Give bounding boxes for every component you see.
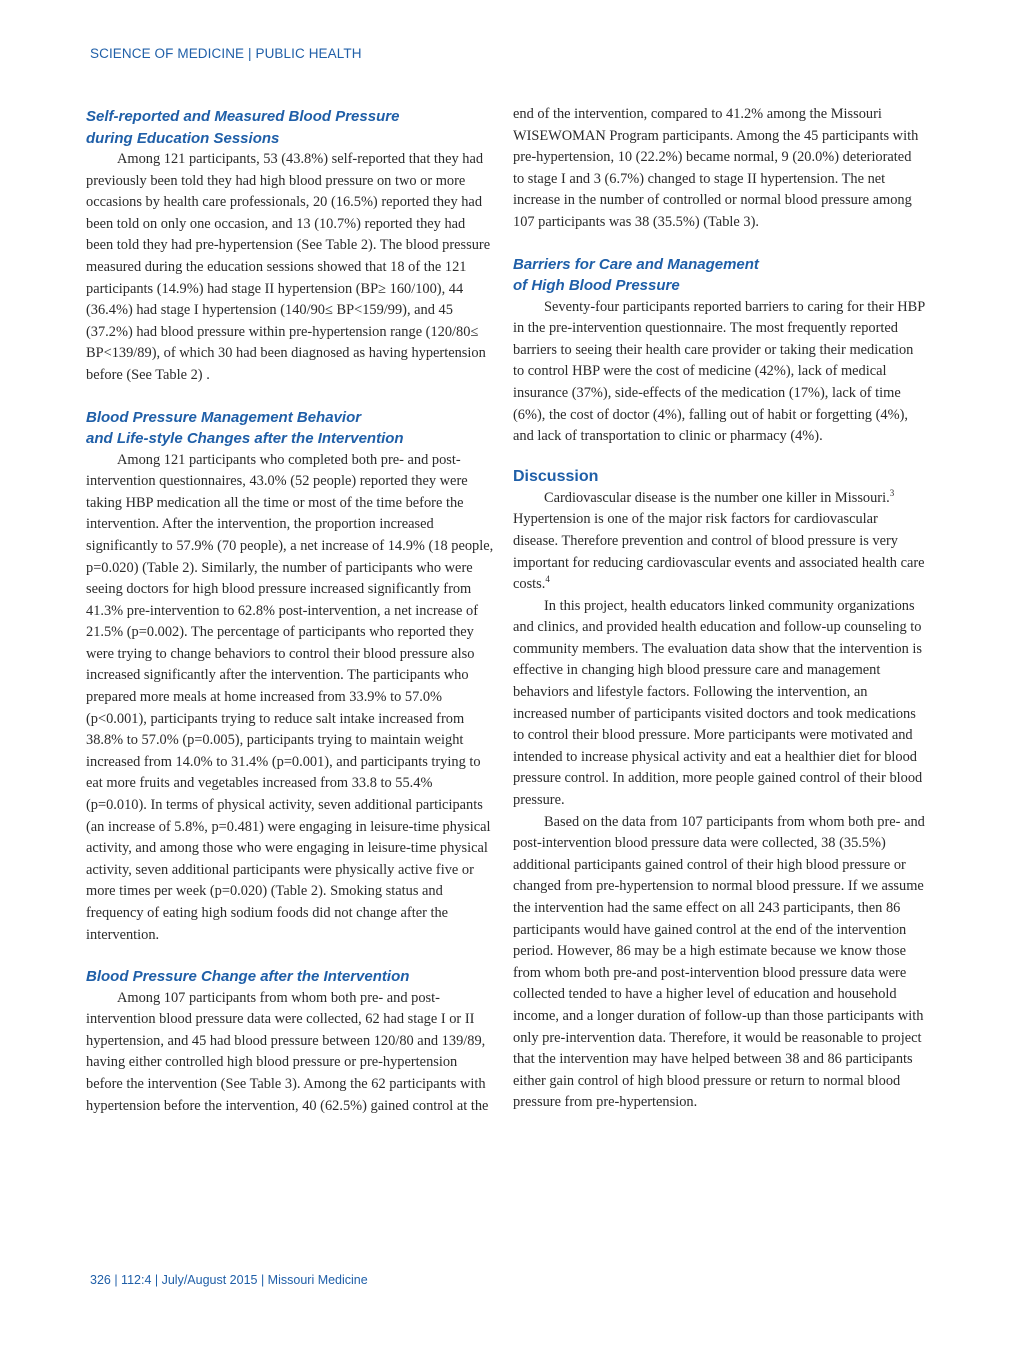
heading-line-2: and Life-style Changes after the Intervention — [86, 430, 404, 448]
paragraph-bp-change: Among 107 participants from whom both pre- and post-intervention blood pressure data were collected, 62 had stage I or II hypertension, and 45 had blood pressure between 120/80 and 139/89, having either controlled high blood pressure or pre-hypertension before the intervention (See Table 3). Among the 62 participants with hypertension before the intervention, 40 (62.5%) gained control at the — [86, 989, 489, 1114]
heading-line-1: Blood Pressure Management Behavior — [86, 408, 362, 426]
discussion-text-b: Hypertension is one of the major risk factors for cardiovascular disease. Therefore prevention and control of blood pressure is very important for reducing cardiovascular events and associated health care costs. — [513, 511, 925, 593]
reference-3: 3 — [889, 487, 895, 498]
paragraph-management-behavior: Among 121 participants who completed both pre- and post-intervention questionnaires, 43.0% (52 people) reported they were taking HBP medication all the time or most of the time before the intervention. After the intervention, the proportion increased significantly to 57.9% (70 people), a net increase of 14.9% (18 people, p=0.020) (Table 2). Similarly, the number of participants who were seeing doctors for high blood pressure increased significantly from 41.3% pre-intervention to 62.8% post-intervention, a net increase of 21.5% (p=0.002). The percentage of participants who reported they were trying to change behaviors to control their blood pressure also increased significantly after the intervention. The participants who prepared more meals at home increased from 33.9% to 57.0% (p<0.001), participants trying to reduce salt intake increased from 38.8% to 57.0% (p=0.005), participants trying to maintain weight increased from 14.0% to 31.4% (p=0.001), and participants trying to eat more fruits and vegetables increased from 33.8 to 55.4% (p=0.010). In terms of physical activity, seven additional participants (an increase of 5.8%, p=0.481) were engaging in leisure-time physical activity, and among those who were engaging in leisure-time physical activity, seven additional participants were physically active five or more times per week (p=0.020) (Table 2). Smoking status and frequency of eating high sodium foods did not change after the intervention. — [86, 451, 494, 943]
left-column — [86, 106, 494, 1117]
paragraph-discussion-1 — [513, 488, 925, 596]
paragraph-barriers: Seventy-four participants reported barriers to caring for their HBP in the pre-intervention questionnaire. The most frequently reported barriers to seeing their health care provider or taking their medication to control HBP were the cost of medicine (42%), lack of medical insurance (37%), side-effects of the medication (17%), lack of time (6%), the cost of doctor (4%), falling out of habit or forgetting (4%), and lack of transportation to clinic or pharmacy (4%). — [513, 298, 925, 445]
section-heading-barriers — [513, 254, 925, 297]
heading-line-1: Self-reported and Measured Blood Pressure — [86, 108, 400, 125]
heading-line-2: during Education Sessions — [86, 129, 280, 147]
right-column — [513, 104, 925, 1114]
paragraph-self-reported: Among 121 participants, 53 (43.8%) self-reported that they had previously been told they had high blood pressure on two or more occasions by health care professionals, 20 (16.5%) reported they had been told on only one occasion, and 13 (10.7%) reported they had been told they had pre-hypertension (See Table 2). The blood pressure measured during the education sessions showed that 18 of the 121 participants (14.9%) had stage II hypertension (BP≥ 160/100), 44 (36.4%) had stage I hypertension (140/90≤ BP<159/99), and 45 (37.2%) had blood pressure within pre-hypertension range (120/80≤ BP<139/89), of which 30 had been diagnosed as having hypertension before (See Table 2) . — [86, 151, 491, 383]
section-heading-discussion: Discussion — [513, 467, 599, 485]
paragraph-bp-change-continued: end of the intervention, compared to 41.2% among the Missouri WISEWOMAN Program participants. Among the 45 participants with pre-hypertension, 10 (22.2%) became normal, 9 (20.0%) deteriorated to stage I and 3 (6.7%) changed to stage II hypertension. The net increase in the number of controlled or normal blood pressure among 107 participants was 38 (35.5%) (Table 3). — [513, 106, 919, 230]
paragraph-discussion-3: Based on the data from 107 participants from whom both pre- and post-intervention blood pressure data were collected, 38 (35.5%) additional participants gained control of their high blood pressure or changed from pre-hypertension to normal blood pressure. If we assume the intervention had the same effect on all 243 participants, then 86 participants would have gained control at the end of the intervention period. However, 86 may be a high estimate because we know those from whom both pre-and post-intervention blood pressure data were collected tended to have a higher level of education and household income, and a longer duration of follow-up than those participants with only pre-intervention data. Therefore, it would be reasonable to project that the intervention may have helped between 38 and 86 participants either gain control of high blood pressure or return to normal blood pressure from pre-hypertension. — [513, 813, 925, 1111]
page-footer: 326 | 112:4 | July/August 2015 | Missouri Medicine — [90, 1273, 368, 1287]
paragraph-discussion-2: In this project, health educators linked community organizations and clinics, and provided health education and follow-up counseling to community members. The evaluation data show that the intervention is effective in changing high blood pressure care and management behaviors and lifestyle factors. Following the intervention, an increased number of participants visited doctors and took medications to control their blood pressure. More participants were motivated and intended to increase physical activity and eat a healthier diet for blood pressure control. In addition, more people gained control of their blood pressure. — [513, 597, 923, 809]
section-heading-management-behavior — [86, 407, 494, 450]
heading-line-2: of High Blood Pressure — [513, 277, 680, 295]
heading-line-1: Barriers for Care and Management — [513, 255, 759, 273]
discussion-text-a: Cardiovascular disease is the number one killer in Missouri. — [544, 489, 890, 506]
section-heading-self-reported — [86, 106, 494, 149]
running-head: SCIENCE OF MEDICINE | PUBLIC HEALTH — [90, 46, 362, 61]
section-heading-bp-change: Blood Pressure Change after the Intervention — [86, 968, 410, 986]
reference-4: 4 — [545, 574, 550, 585]
